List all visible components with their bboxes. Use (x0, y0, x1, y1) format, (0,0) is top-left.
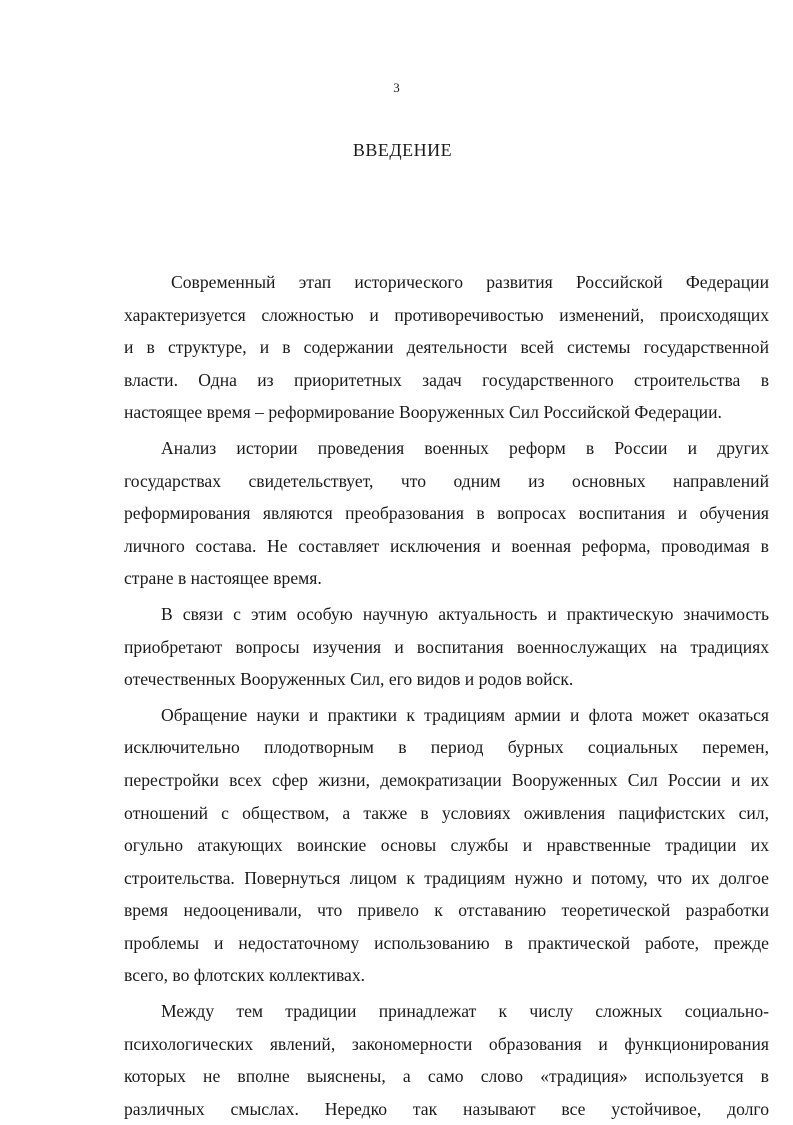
text-line: строительства. Повернуться лицом к традициям нужно и потому, что их долгое (124, 867, 769, 888)
text-line: психологических явлений, закономерности образования и функционирования (124, 1033, 769, 1054)
text-line: проблемы и недостаточному использованию в практической работе, прежде (124, 932, 769, 953)
text-line: и в структуре, и в содержании деятельности всей системы государственной (124, 337, 769, 358)
text-line: стране в настоящее время. (124, 568, 322, 589)
text-line: время недооценивали, что привело к отставанию теоретической разработки (124, 900, 769, 921)
text-line: Современный этап исторического развития Российской Федерации (171, 272, 769, 292)
text-line: различных смыслах. Нередко так называют все устойчивое, долго (124, 1098, 769, 1119)
text-line: которых не вполне выяснены, а само слово «традиция» используется в (124, 1066, 769, 1087)
text-line: настоящее время – реформирование Вооруженных Сил Российской Федерации. (124, 402, 722, 423)
text-line: Анализ истории проведения военных реформ в России и других (161, 437, 769, 458)
text-line: Обращение науки и практики к традициям армии и флота может оказаться (161, 704, 769, 725)
text-line: отношений с обществом, а также в условиях оживления пацифистских сил, (124, 802, 769, 823)
text-line: отечественных Вооруженных Сил, его видов и родов войск. (124, 669, 574, 690)
text-line: исключительно плодотворным в период бурных социальных перемен, (124, 737, 769, 758)
text-line: власти. Одна из приоритетных задач государственного строительства в (124, 369, 769, 390)
text-line: Между тем традиции принадлежат к числу сложных социально- (161, 1001, 769, 1022)
text-line: всего, во флотских коллективах. (124, 965, 366, 986)
page-title: ВВЕДЕНИЕ (352, 140, 453, 160)
text-line: реформирования являются преобразования в вопросах воспитания и обучения (124, 503, 769, 524)
text-line: огульно атакующих воинские основы службы и нравственные традиции их (124, 835, 769, 856)
text-line: перестройки всех сфер жизни, демократизации Вооруженных Сил России и их (124, 769, 769, 790)
text-line: В связи с этим особую научную актуальность и практическую значимость (161, 603, 769, 624)
text-line: приобретают вопросы изучения и воспитания военнослужащих на традициях (124, 636, 769, 657)
body-text (124, 266, 769, 1125)
text-line: личного состава. Не составляет исключения и военная реформа, проводимая в (124, 535, 769, 556)
text-line: характеризуется сложностью и противоречивостью изменений, происходящих (124, 304, 769, 325)
text-line: государствах свидетельствует, что одним из основных направлений (124, 470, 769, 491)
page-number: 3 (393, 80, 400, 95)
